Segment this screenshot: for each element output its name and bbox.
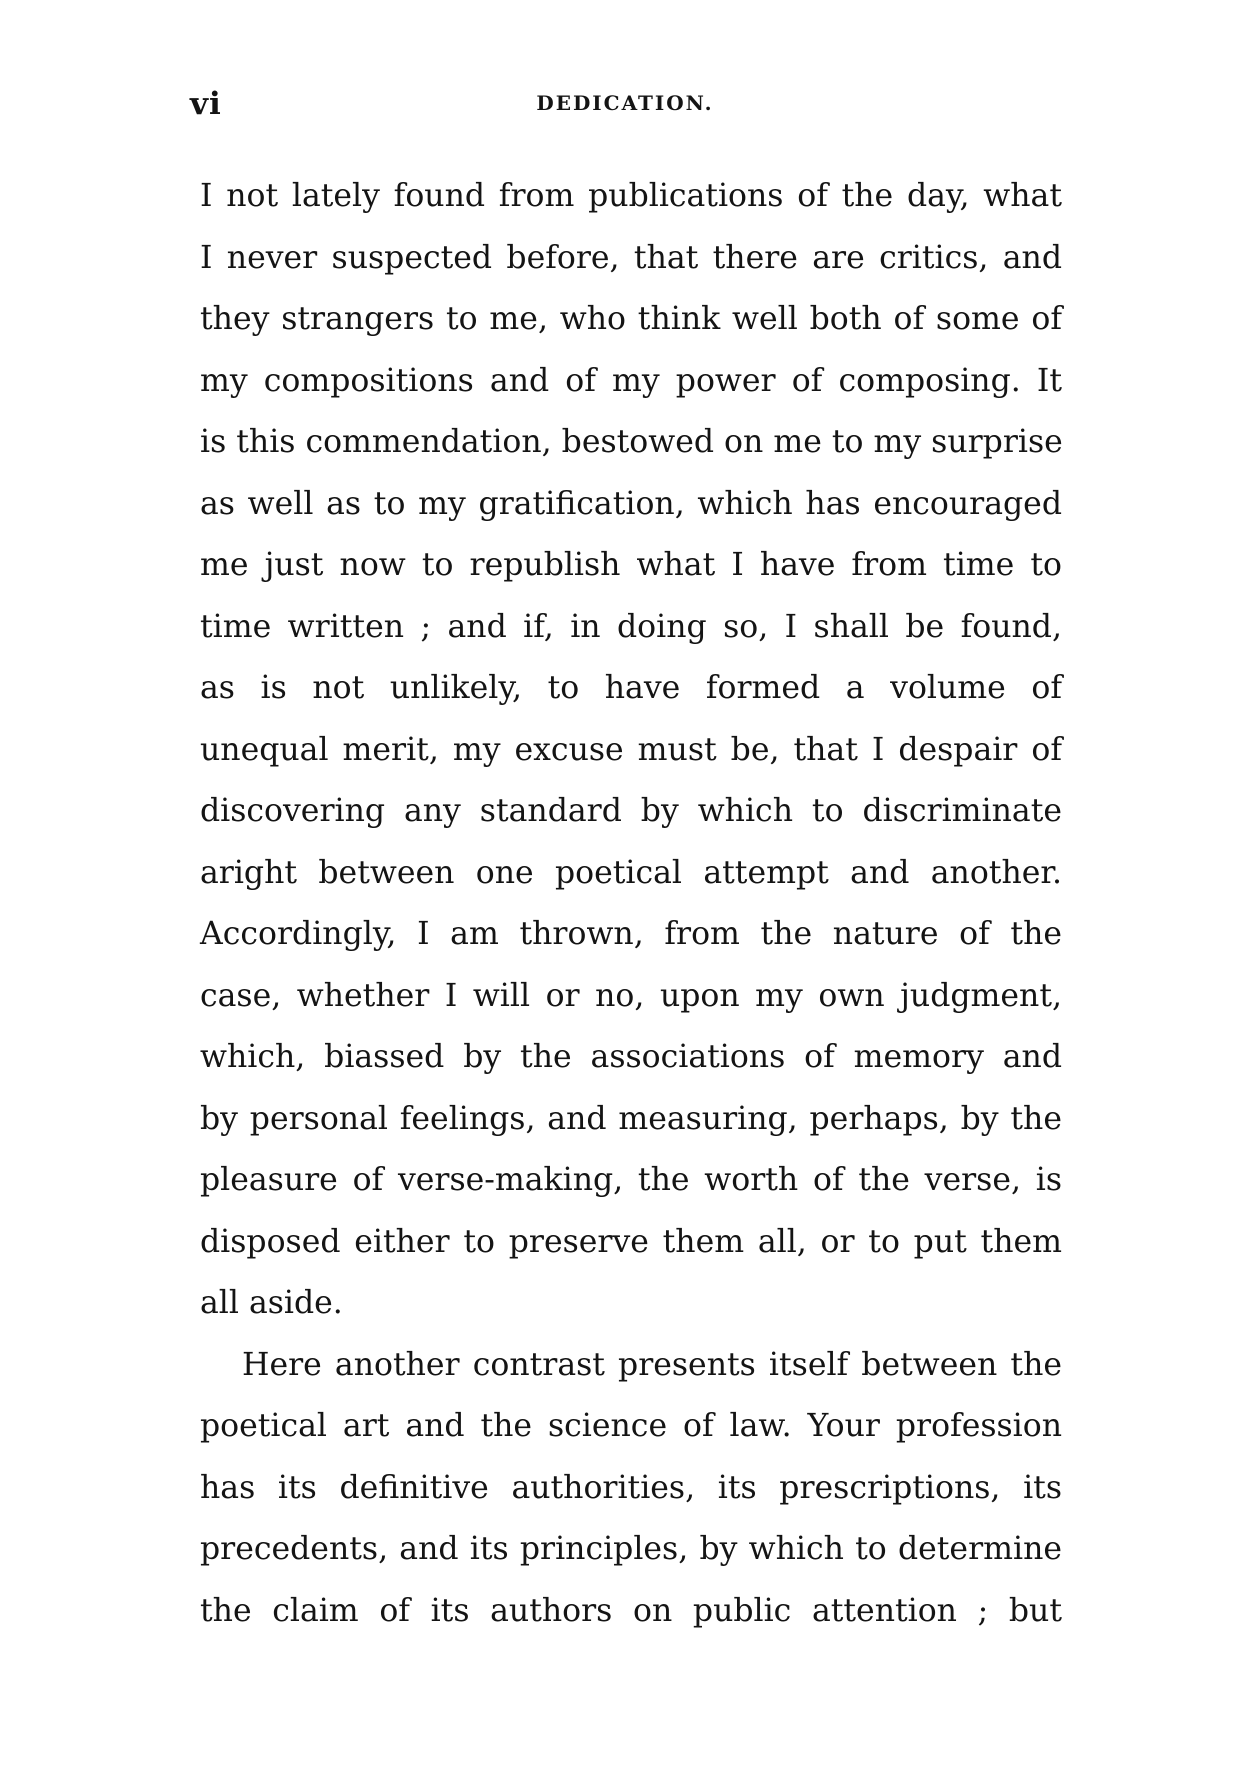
text-line: they strangers to me, who think well both of some of [200, 301, 1062, 337]
text-line: case, whether I will or no, upon my own judgment, [200, 977, 1062, 1014]
text-line: Here another contrast presents itself between the [242, 1346, 1062, 1383]
page-header [190, 86, 1060, 126]
text-line: my compositions and of my power of composing. It [200, 362, 1062, 399]
running-title: DEDICATION. [536, 91, 714, 115]
text-line: is this commendation, bestowed on me to my surprise [200, 424, 1063, 460]
text-line: discovering any standard by which to discriminate [200, 793, 1062, 829]
text-line: as well as to my gratification, which has encouraged [200, 485, 1062, 522]
text-line: poetical art and the science of law. Your profession [200, 1408, 1062, 1444]
text-line: unequal merit, my excuse must be, that I despair of [200, 731, 1062, 768]
text-line: I not lately found from publications of the day, what [200, 178, 1062, 214]
body-text [200, 166, 1062, 1642]
text-line: which, biassed by the associations of memory and [200, 1039, 1062, 1075]
text-line: pleasure of verse-making, the worth of the verse, is [200, 1162, 1062, 1198]
text-line: by personal feelings, and measuring, perhaps, by the [200, 1100, 1062, 1137]
text-line: me just now to republish what I have from time to [200, 547, 1062, 583]
text-line: Accordingly, I am thrown, from the nature of the [200, 916, 1062, 952]
text-line: precedents, and its principles, by which to determine [200, 1531, 1062, 1567]
text-line: time written ; and if, in doing so, I shall be found, [200, 608, 1062, 645]
text-line: the claim of its authors on public attention ; but [200, 1592, 1062, 1629]
text-line: aright between one poetical attempt and another. [200, 854, 1062, 891]
text-line: I never suspected before, that there are critics, and [200, 239, 1062, 276]
text-line: disposed either to preserve them all, or to put them [200, 1223, 1062, 1260]
text-line: has its definitive authorities, its prescriptions, its [200, 1469, 1062, 1506]
paragraph-2 [200, 1335, 1062, 1643]
paragraph-1 [200, 166, 1062, 1335]
page-number: vi [190, 86, 222, 122]
text-line: as is not unlikely, to have formed a volume of [200, 670, 1062, 706]
text-line: all aside. [200, 1285, 343, 1321]
